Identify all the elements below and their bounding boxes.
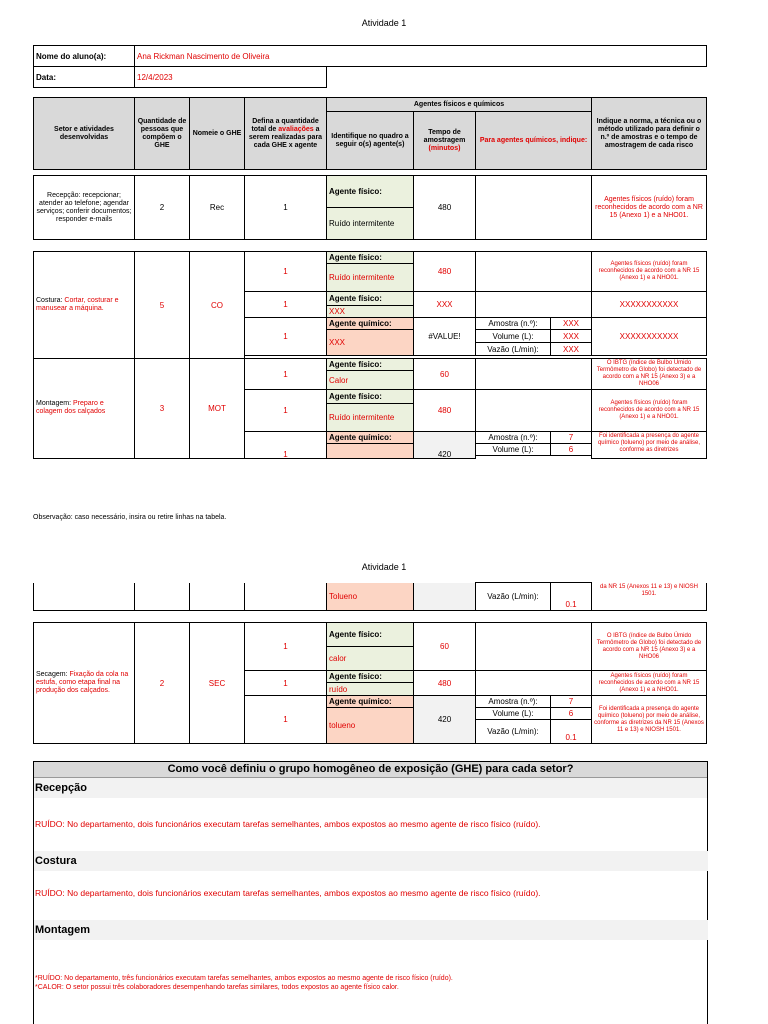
cont-vazao-label: Vazão (L/min): — [476, 583, 551, 611]
secagem-norma-3: Foi identificada a presença do agente químico (tolueno) por meio de análise, conforme as diretrizes da NR 15 (Anexos 11 e 13) e NIOSH 1501. — [592, 696, 707, 744]
answer-montagem-text-1: *RUÍDO: No departamento, três funcionários executam tarefas semelhantes, ambos expostos ao mesmo agente de risco físico (ruído). — [35, 975, 453, 982]
secagem-agente-2: ruído — [327, 683, 414, 696]
montagem-amostra-label: Amostra (n.º): — [476, 432, 551, 444]
costura-label-3: Agente químico: — [327, 318, 414, 330]
costura-ghe: CO — [190, 252, 245, 359]
secagem-agente-3: tolueno — [327, 708, 414, 744]
costura-setor: Costura: Cortar, costurar e manusear a máquina. — [34, 252, 135, 359]
answer-montagem-title: Montagem — [34, 920, 708, 940]
secagem-vazao-label: Vazão (L/min): — [476, 720, 551, 744]
secagem-volume-label: Volume (L): — [476, 708, 551, 720]
montagem-amostra: 7 — [551, 432, 592, 444]
header-setor: Setor e atividades desenvolvidas — [34, 98, 135, 170]
recepcao-ghe: Rec — [190, 176, 245, 240]
costura-vazao-label: Vazão (L/min): — [476, 343, 551, 356]
ghe-question: Como você definiu o grupo homogêneo de exposição (GHE) para cada setor? — [34, 762, 707, 778]
recepcao-norma: Agentes físicos (ruído) foram reconhecidos de acordo com a NR 15 (Anexo 1) e a NHO01. — [592, 176, 707, 240]
header-quantidade: Quantidade de pessoas que compõem o GHE — [135, 98, 190, 170]
secagem-aval-2: 1 — [245, 671, 327, 696]
montagem-norma-3: Foi identificada a presença do agente químico (tolueno) por meio de análise, conforme as diretrizes — [592, 432, 707, 459]
montagem-label-3: Agente químico: — [327, 432, 414, 444]
student-info-table — [33, 45, 707, 88]
costura-agente-3: XXX — [327, 330, 414, 356]
costura-label-1: Agente físico: — [327, 252, 414, 264]
montagem-tempo-3: 420 — [414, 432, 476, 459]
header-defina: Defina a quantidade total de avaliações a serem realizadas para cada GHE x agente — [245, 98, 327, 170]
costura-volume-label: Volume (L): — [476, 330, 551, 343]
montagem-agente-1: Calor — [327, 371, 414, 390]
secagem-setor: Secagem: Fixação da cola na estufa, como etapa final na produção dos calçados. — [34, 623, 135, 744]
secagem-norma-1: O IBTG (índice de Bulbo Úmido Termômetro de Globo) foi detectado de acordo com a NR 15 (Anexo 3) e a NHO06 — [592, 623, 707, 671]
page2-title: Atividade 1 — [361, 562, 407, 572]
montagem-label-2: Agente físico: — [327, 390, 414, 404]
costura-aval-3: 1 — [245, 318, 327, 356]
secagem-amostra: 7 — [551, 696, 592, 708]
montagem-aval-1: 1 — [245, 359, 327, 390]
montagem-ghe: MOT — [190, 359, 245, 459]
cont-norma: da NR 15 (Anexos 11 e 13) e NIOSH 1501. — [592, 583, 707, 611]
secagem-volume: 6 — [551, 708, 592, 720]
secagem-tempo-3: 420 — [414, 696, 476, 744]
answer-costura-text: RUÍDO: No departamento, dois funcionários executam tarefas semelhantes, ambos expostos ao mesmo agente de risco físico (ruído). — [35, 888, 541, 898]
recepcao-aval: 1 — [245, 176, 327, 240]
costura-norma-1: Agentes físicos (ruído) foram reconhecidos de acordo com a NR 15 (Anexo 1) e a NHO01. — [592, 252, 707, 292]
montagem-volume-label: Volume (L): — [476, 444, 551, 456]
costura-agente-1: Ruído intermitente — [327, 264, 414, 292]
secagem-tempo-1: 60 — [414, 623, 476, 671]
secagem-aval-3: 1 — [245, 696, 327, 744]
secagem-label-3: Agente químico: — [327, 696, 414, 708]
student-value: Ana Rickman Nascimento de Oliveira — [135, 46, 707, 67]
costura-tempo-2: XXX — [414, 292, 476, 318]
secagem-aval-1: 1 — [245, 623, 327, 671]
recepcao-agente: Ruído intermitente — [327, 208, 414, 240]
secagem-qtd: 2 — [135, 623, 190, 744]
header-tempo: Tempo de amostragem (minutos) — [414, 112, 476, 170]
montagem-qtd: 3 — [135, 359, 190, 459]
recepcao-qtd: 2 — [135, 176, 190, 240]
montagem-label-1: Agente físico: — [327, 359, 414, 371]
secagem-label-2: Agente físico: — [327, 671, 414, 683]
header-norma: Indique a norma, a técnica ou o método utilizado para definir o n.º de amostras e o tempo de amostragem de cada risco — [592, 98, 707, 170]
costura-label-2: Agente físico: — [327, 292, 414, 306]
header-identifique: Identifique no quadro a seguir o(s) agente(s) — [327, 112, 414, 170]
ghe-table — [33, 97, 707, 459]
date-value: 12/4/2023 — [135, 67, 327, 88]
secagem-norma-2: Agentes físicos (ruído) foram reconhecidos de acordo com a NR 15 (Anexo 1) e a NHO01. — [592, 671, 707, 696]
observacao: Observação: caso necessário, insira ou retire linhas na tabela. — [33, 514, 227, 521]
ghe-table-cont — [33, 582, 707, 744]
montagem-norma-1: O IBTG (índice de Bulbo Úmido Termômetro de Globo) foi detectado de acordo com a NR 15 (Anexo 3) e a NHO06 — [592, 359, 707, 390]
costura-norma-2: XXXXXXXXXXX — [592, 292, 707, 318]
recepcao-setor: Recepção: recepcionar; atender ao telefone; agendar serviços; conferir documentos; responder e-mails — [34, 176, 135, 240]
cont-agente: Tolueno — [327, 583, 414, 611]
montagem-agente-3 — [327, 444, 414, 459]
date-label: Data: — [34, 67, 135, 88]
ghe-question-box — [33, 761, 708, 1024]
montagem-tempo-1: 60 — [414, 359, 476, 390]
costura-tempo-3: #VALUE! — [414, 318, 476, 356]
student-label: Nome do aluno(a): — [34, 46, 135, 67]
page-title: Atividade 1 — [361, 18, 407, 28]
header-quimicos: Para agentes químicos, indique: — [476, 112, 592, 170]
costura-qtd: 5 — [135, 252, 190, 359]
secagem-agente-1: calor — [327, 647, 414, 671]
montagem-volume: 6 — [551, 444, 592, 456]
montagem-norma-2: Agentes físicos (ruído) foram reconhecidos de acordo com a NR 15 (Anexo 1) e a NHO01. — [592, 390, 707, 432]
answer-costura-title: Costura — [34, 851, 708, 871]
costura-agente-2: XXX — [327, 306, 414, 318]
costura-vazao: XXX — [551, 343, 592, 356]
answer-recepcao-text: RUÍDO: No departamento, dois funcionários executam tarefas semelhantes, ambos expostos ao mesmo agente de risco físico (ruído). — [35, 819, 541, 829]
secagem-ghe: SEC — [190, 623, 245, 744]
costura-volume: XXX — [551, 330, 592, 343]
header-nomeie: Nomeie o GHE — [190, 98, 245, 170]
costura-amostra-label: Amostra (n.º): — [476, 318, 551, 330]
costura-aval-1: 1 — [245, 252, 327, 292]
montagem-aval-3: 1 — [245, 432, 327, 459]
recepcao-tempo: 480 — [414, 176, 476, 240]
montagem-tempo-2: 480 — [414, 390, 476, 432]
secagem-label-1: Agente físico: — [327, 623, 414, 647]
answer-montagem-text-2: *CALOR: O setor possui três colaboradores desempenhando tarefas similares, todos expostos ao agente físico calor. — [35, 984, 399, 991]
secagem-vazao: 0.1 — [551, 720, 592, 744]
montagem-setor: Montagem: Preparo e colagem dos calçados — [34, 359, 135, 459]
costura-amostra: XXX — [551, 318, 592, 330]
montagem-aval-2: 1 — [245, 390, 327, 432]
recepcao-agente-label: Agente físico: — [327, 176, 414, 208]
costura-aval-2: 1 — [245, 292, 327, 318]
header-agentes: Agentes físicos e químicos — [327, 98, 592, 112]
cont-vazao: 0.1 — [551, 583, 592, 611]
answer-recepcao-title: Recepção — [34, 778, 707, 798]
secagem-tempo-2: 480 — [414, 671, 476, 696]
secagem-amostra-label: Amostra (n.º): — [476, 696, 551, 708]
montagem-agente-2: Ruído intermitente — [327, 404, 414, 432]
costura-tempo-1: 480 — [414, 252, 476, 292]
costura-norma-3: XXXXXXXXXXX — [592, 318, 707, 356]
